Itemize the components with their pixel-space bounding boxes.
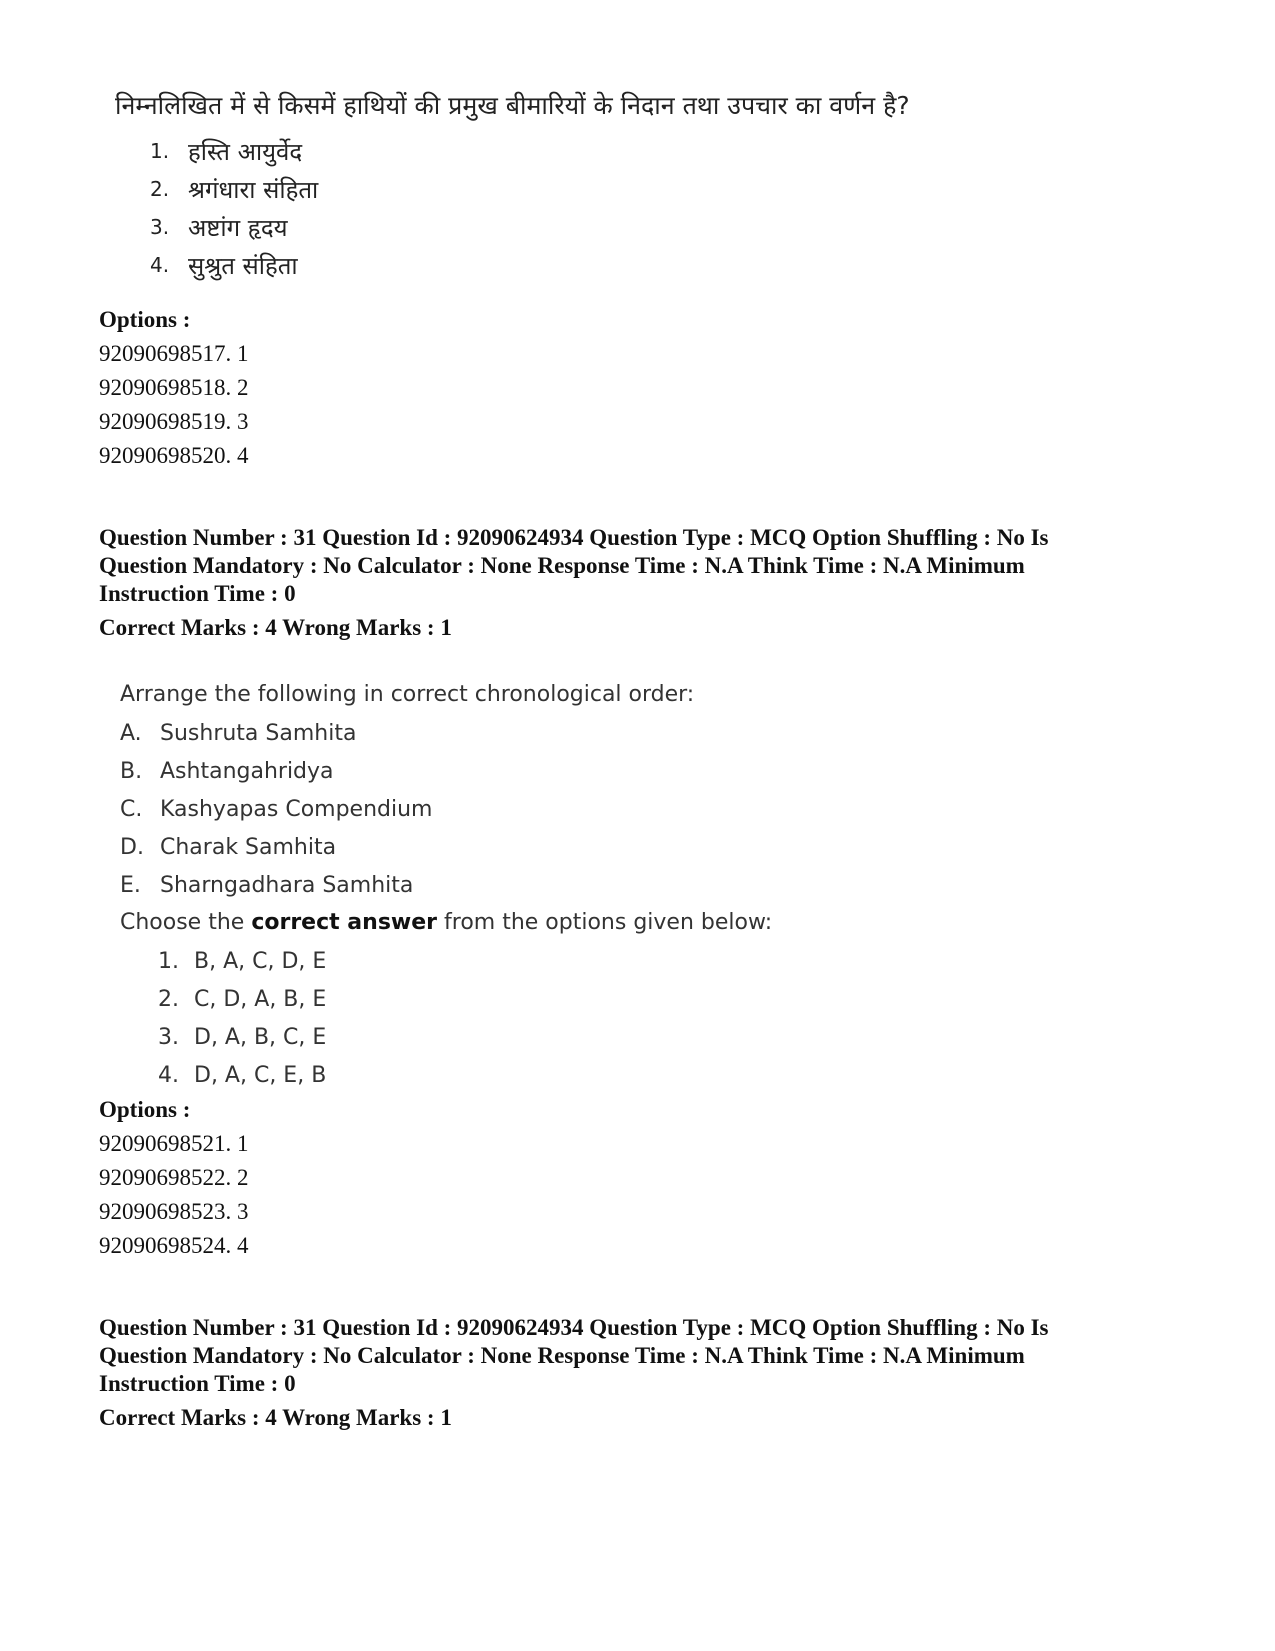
list-item xyxy=(150,132,318,170)
answer-text: D, A, B, C, E xyxy=(194,1024,327,1050)
list-item xyxy=(150,246,318,284)
options-block xyxy=(99,303,249,473)
option-row: 92090698521. 1 xyxy=(99,1131,249,1156)
answer-number: 1. xyxy=(158,948,179,974)
item-text: अष्टांग हृदय xyxy=(188,213,288,242)
question-metadata xyxy=(99,524,1179,642)
meta-line: Instruction Time : 0 xyxy=(99,581,296,606)
item-text: Sharngadhara Samhita xyxy=(160,872,414,898)
item-text: Kashyapas Compendium xyxy=(160,796,433,822)
marks-line: Correct Marks : 4 Wrong Marks : 1 xyxy=(99,615,452,640)
item-text: Charak Samhita xyxy=(160,834,337,860)
meta-line: Instruction Time : 0 xyxy=(99,1371,296,1396)
item-text: श्रगंधारा संहिता xyxy=(188,175,319,204)
answer-text: D, A, C, E, B xyxy=(194,1062,327,1088)
answer-text: B, A, C, D, E xyxy=(194,948,327,974)
options-block xyxy=(99,1093,249,1263)
meta-line: Question Mandatory : No Calculator : None Response Time : N.A Think Time : N.A Minimum xyxy=(99,1343,1025,1368)
item-number: 3. xyxy=(150,215,170,239)
list-item xyxy=(150,170,318,208)
choose-instruction xyxy=(120,904,772,942)
hindi-item-list xyxy=(150,132,318,284)
option-row: 92090698524. 4 xyxy=(99,1233,249,1258)
marks-line: Correct Marks : 4 Wrong Marks : 1 xyxy=(99,1405,452,1430)
item-text: Ashtangahridya xyxy=(160,758,334,784)
question-lead: Arrange the following in correct chronological order: xyxy=(120,682,695,707)
hindi-question-text: निम्नलिखित में से किसमें हाथियों की प्रमुख बीमारियों के निदान तथा उपचार का वर्णन है? xyxy=(115,91,910,120)
option-row: 92090698522. 2 xyxy=(99,1165,249,1190)
answer-choice xyxy=(120,942,772,980)
english-question xyxy=(120,676,772,1094)
item-number: 2. xyxy=(150,177,170,201)
option-row: 92090698517. 1 xyxy=(99,341,249,366)
meta-line: Question Number : 31 Question Id : 92090624934 Question Type : MCQ Option Shuffling : No Is xyxy=(99,525,1049,550)
answer-choice xyxy=(120,1056,772,1094)
list-item xyxy=(120,866,772,904)
item-letter: B. xyxy=(120,758,143,784)
item-number: 1. xyxy=(150,139,170,163)
item-text: सुश्रुत संहिता xyxy=(188,251,298,280)
item-letter: E. xyxy=(120,872,141,898)
item-text: Sushruta Samhita xyxy=(160,720,357,746)
item-text: हस्ति आयुर्वेद xyxy=(188,137,303,166)
list-item xyxy=(120,714,772,752)
option-row: 92090698520. 4 xyxy=(99,443,249,468)
options-label: Options : xyxy=(99,1097,191,1122)
answer-number: 3. xyxy=(158,1024,179,1050)
choose-bold: correct answer xyxy=(251,910,438,935)
list-item xyxy=(120,828,772,866)
item-number: 4. xyxy=(150,253,170,277)
answer-choice xyxy=(120,980,772,1018)
option-row: 92090698519. 3 xyxy=(99,409,249,434)
option-row: 92090698523. 3 xyxy=(99,1199,249,1224)
item-letter: D. xyxy=(120,834,144,860)
answer-number: 4. xyxy=(158,1062,179,1088)
item-letter: C. xyxy=(120,796,143,822)
item-letter: A. xyxy=(120,720,142,746)
option-row: 92090698518. 2 xyxy=(99,375,249,400)
list-item xyxy=(150,208,318,246)
question-metadata xyxy=(99,1314,1179,1432)
answer-text: C, D, A, B, E xyxy=(194,986,327,1012)
options-label: Options : xyxy=(99,307,191,332)
answer-number: 2. xyxy=(158,986,179,1012)
choose-pre: Choose the xyxy=(120,910,252,935)
list-item xyxy=(120,790,772,828)
answer-choice xyxy=(120,1018,772,1056)
list-item xyxy=(120,752,772,790)
meta-line: Question Number : 31 Question Id : 92090624934 Question Type : MCQ Option Shuffling : No Is xyxy=(99,1315,1049,1340)
meta-line: Question Mandatory : No Calculator : None Response Time : N.A Think Time : N.A Minimum xyxy=(99,553,1025,578)
choose-post: from the options given below: xyxy=(437,910,773,935)
